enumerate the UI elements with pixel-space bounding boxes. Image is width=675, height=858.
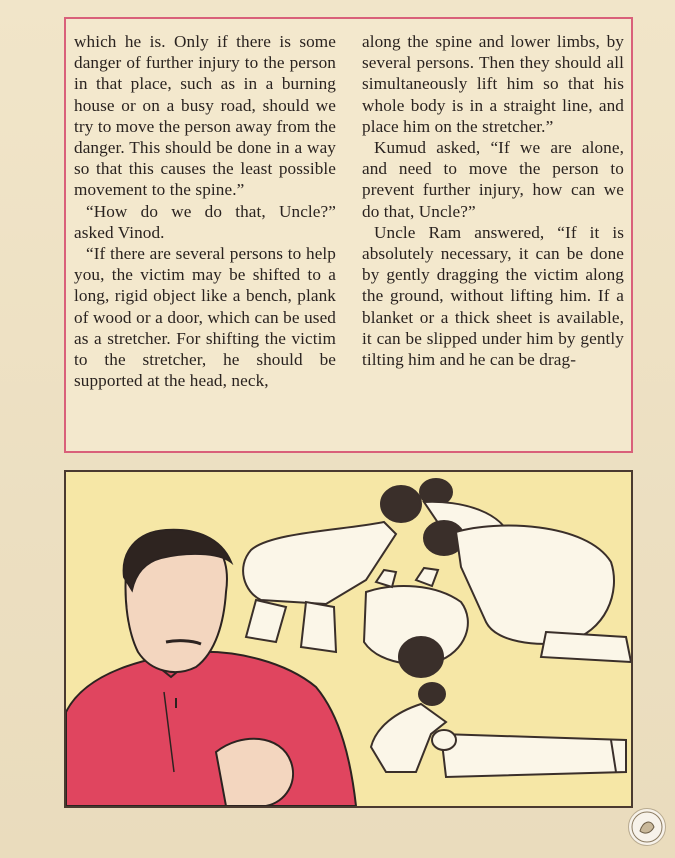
paragraph: “If there are several persons to help you, the victim may be shifted to a long, rigid object like a bench, plank of wood or a door, which can be used as a stretcher. For shifting the victim to the stretcher, he should be supported at the head, neck, — [74, 244, 336, 391]
publisher-logo-stamp — [628, 808, 666, 846]
paragraph: which he is. Only if there is some danger of further injury to the person in that place, such as in a burning house or on a busy road, should we try to move the person away from the danger. This should be done in a way so that this causes the least possible movement to the spine.” — [74, 32, 336, 200]
paragraph: Kumud asked, “If we are alone, and need to move the person to prevent further injury, how can we do that, Uncle?” — [362, 138, 624, 221]
rescuer-dragging-victim-icon — [371, 683, 626, 777]
paragraph: along the spine and lower limbs, by several persons. Then they should all simultaneously lift him so that his whole body is in a straight line, and place him on the stretcher.” — [362, 32, 624, 136]
left-column — [74, 31, 336, 391]
publisher-logo-stamp-icon — [629, 809, 665, 845]
illustration-panel — [64, 470, 633, 808]
text-frame — [64, 17, 633, 453]
right-column — [362, 31, 624, 370]
rescuers-lifting-victim-icon — [243, 479, 631, 677]
illustration-drawing — [66, 472, 631, 806]
paragraph: Uncle Ram answered, “If it is absolutely necessary, it can be done by gently dragging the victim along the ground, without lifting him. If a blanket or a thick sheet is available, it can be slipped under him by gently tilting him and he can be drag- — [362, 222, 624, 370]
paragraph: “How do we do that, Uncle?” asked Vinod. — [74, 201, 336, 242]
